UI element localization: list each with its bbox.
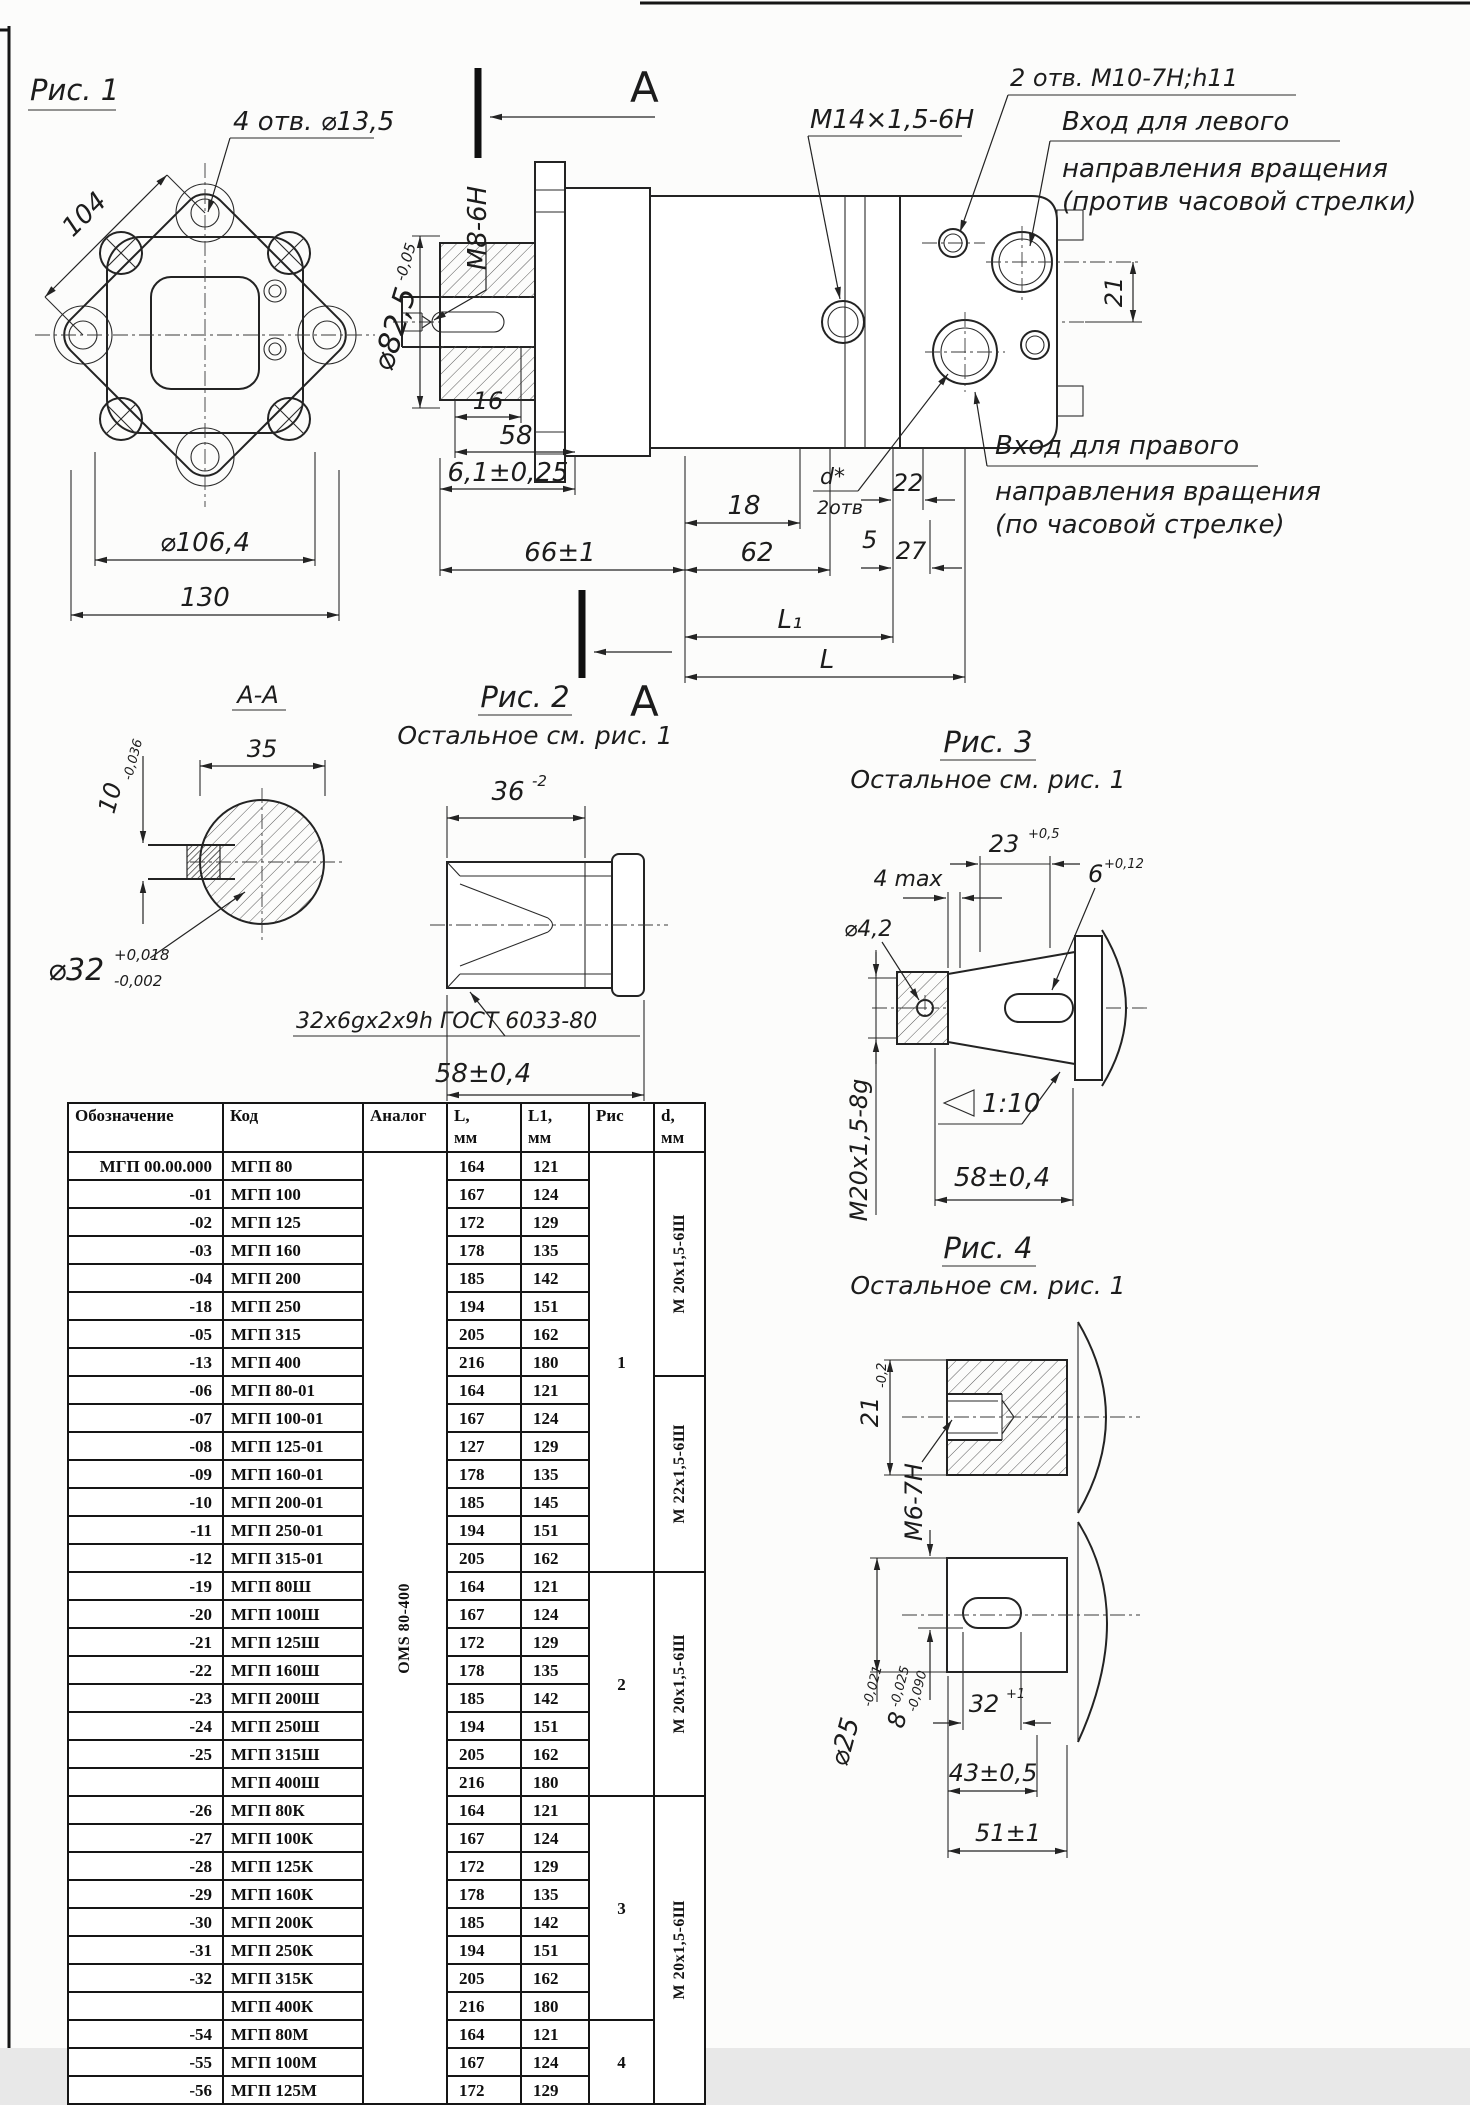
cell-code: МГП 200: [223, 1264, 363, 1292]
cell-L: 164: [447, 1376, 521, 1404]
dim-L1: L₁: [777, 605, 803, 635]
cell-L1: 151: [521, 1516, 589, 1544]
dim-35: 35: [246, 735, 278, 763]
cell-L: 185: [447, 1488, 521, 1516]
fig1-side-view: [365, 63, 1417, 726]
cell-code: МГП 100-01: [223, 1404, 363, 1432]
cell-L1: 142: [521, 1684, 589, 1712]
cell-L: 172: [447, 2076, 521, 2104]
cell-code: МГП 80-01: [223, 1376, 363, 1404]
cell-L: 194: [447, 1516, 521, 1544]
cell-L: 172: [447, 1208, 521, 1236]
dim-21b-tol: -0,2: [875, 1362, 890, 1388]
cell-L: 178: [447, 1236, 521, 1264]
thread-m20: М20х1,5-8g: [845, 1078, 873, 1222]
dim-L: L: [819, 645, 835, 675]
dim-4-holes: 4 отв. ⌀13,5: [233, 107, 395, 137]
cell-L: 167: [447, 1824, 521, 1852]
col-header-4: L1, мм: [521, 1103, 589, 1152]
col-header-5: Рис: [589, 1103, 654, 1152]
cell-L: 216: [447, 1348, 521, 1376]
cell-L1: 180: [521, 1768, 589, 1796]
cell-L1: 180: [521, 1348, 589, 1376]
cell-designation: -29: [68, 1880, 223, 1908]
dim-d32-sub: -0,002: [114, 972, 163, 990]
dim-61: 6,1±0,25: [447, 458, 569, 488]
cell-designation: -25: [68, 1740, 223, 1768]
cell-fig: 2: [589, 1572, 654, 1796]
cell-code: МГП 160К: [223, 1880, 363, 1908]
cell-code: МГП 315Ш: [223, 1740, 363, 1768]
dim-21: 21: [1100, 276, 1128, 308]
cell-L: 164: [447, 1572, 521, 1600]
cell-code: МГП 100Ш: [223, 1600, 363, 1628]
cell-code: МГП 250-01: [223, 1516, 363, 1544]
dim-18: 18: [727, 491, 761, 521]
cell-L1: 129: [521, 1432, 589, 1460]
cell-L1: 135: [521, 1460, 589, 1488]
cell-code: МГП 315: [223, 1320, 363, 1348]
dim-d82-tol: -0,05: [391, 240, 420, 284]
fig3-title: Рис. 3: [943, 725, 1033, 759]
col-header-1: Код: [223, 1103, 363, 1152]
svg-text:Вход для левого: Вход для левого: [1062, 107, 1290, 137]
cell-L1: 129: [521, 1208, 589, 1236]
spec-table: [67, 1102, 704, 2105]
dim-43: 43±0,5: [948, 1759, 1038, 1787]
cell-designation: -10: [68, 1488, 223, 1516]
cell-designation: -09: [68, 1460, 223, 1488]
section-mark-bottom: [582, 590, 672, 726]
cell-code: МГП 160Ш: [223, 1656, 363, 1684]
cell-fig: 1: [589, 1152, 654, 1572]
fig2-title: Рис. 2: [480, 680, 570, 714]
dim-6: 6: [1088, 860, 1104, 888]
dim-dstar-n: 2отв: [817, 497, 863, 519]
dim-58: 58: [499, 421, 533, 451]
cell-d: М 20х1,5-6Ш: [654, 1796, 705, 2104]
cell-L: 185: [447, 1684, 521, 1712]
dim-21b: 21: [856, 1396, 884, 1428]
cell-designation: [68, 1992, 223, 2020]
dim-66: 66±1: [524, 538, 596, 568]
cell-L1: 162: [521, 1544, 589, 1572]
cell-code: МГП 80М: [223, 2020, 363, 2048]
cell-code: МГП 160-01: [223, 1460, 363, 1488]
cell-designation: -21: [68, 1628, 223, 1656]
dim-d82: ⌀82,5: [365, 283, 425, 375]
cell-designation: -26: [68, 1796, 223, 1824]
taper-icon: [944, 1090, 974, 1116]
fig1-front-view: [28, 73, 394, 621]
cell-code: МГП 80Ш: [223, 1572, 363, 1600]
cell-L: 164: [447, 1152, 521, 1180]
cell-L1: 121: [521, 1152, 589, 1180]
taper-ratio: 1:10: [982, 1089, 1041, 1119]
cell-designation: -12: [68, 1544, 223, 1572]
dim-d42: ⌀4,2: [844, 917, 893, 942]
cell-L: 216: [447, 1992, 521, 2020]
fig1-title: Рис. 1: [30, 73, 120, 107]
section-mark-top: [478, 63, 659, 158]
cell-designation: -07: [68, 1404, 223, 1432]
dim-62: 62: [740, 538, 774, 568]
table-row: [68, 1152, 705, 1180]
dim-58-04b: 58±0,4: [953, 1163, 1051, 1193]
cell-designation: -05: [68, 1320, 223, 1348]
cell-L: 167: [447, 1180, 521, 1208]
cell-designation: -08: [68, 1432, 223, 1460]
cell-d: М 20х1,5-6Ш: [654, 1572, 705, 1796]
holes-m10-label: 2 отв. М10-7Н;h11: [1010, 64, 1239, 92]
cell-designation: -54: [68, 2020, 223, 2048]
spline-designation: 32х6gх2х9h ГОСТ 6033-80: [296, 1009, 598, 1034]
cell-L: 167: [447, 1600, 521, 1628]
cell-code: МГП 80К: [223, 1796, 363, 1824]
cell-L: 178: [447, 1460, 521, 1488]
dim-4max: 4 max: [873, 867, 943, 892]
left-inlet-note: [1030, 107, 1416, 246]
section-aa-title: А-А: [237, 681, 279, 709]
cell-d: М 20х1,5-6Ш: [654, 1152, 705, 1376]
cell-L1: 129: [521, 1628, 589, 1656]
dim-10: 10: [92, 779, 128, 817]
cell-code: МГП 200-01: [223, 1488, 363, 1516]
cell-L1: 121: [521, 1376, 589, 1404]
dim-d106: ⌀106,4: [159, 528, 251, 558]
cell-L: 172: [447, 1628, 521, 1656]
dim-d32-sup: +0,018: [114, 946, 170, 964]
cell-L1: 124: [521, 1824, 589, 1852]
cell-code: МГП 400Ш: [223, 1768, 363, 1796]
cell-L: 127: [447, 1432, 521, 1460]
thread-m6: М6-7Н: [900, 1463, 928, 1541]
cell-L: 194: [447, 1712, 521, 1740]
cell-code: МГП 400К: [223, 1992, 363, 2020]
cell-code: МГП 80: [223, 1152, 363, 1180]
port-m14-label: М14×1,5-6Н: [810, 105, 975, 135]
dim-8-sup: -0,025: [887, 1664, 914, 1709]
cell-L: 185: [447, 1264, 521, 1292]
svg-text:Вход для правого: Вход для правого: [995, 431, 1240, 461]
cell-designation: -30: [68, 1908, 223, 1936]
cell-L1: 162: [521, 1964, 589, 1992]
dim-22: 22: [892, 469, 924, 497]
cell-L: 167: [447, 2048, 521, 2076]
cell-L1: 124: [521, 1600, 589, 1628]
cell-L1: 162: [521, 1320, 589, 1348]
cell-L1: 129: [521, 1852, 589, 1880]
fig3-note: Остальное см. рис. 1: [850, 765, 1126, 794]
cell-L: 185: [447, 1908, 521, 1936]
cell-L1: 151: [521, 1936, 589, 1964]
cell-designation: -06: [68, 1376, 223, 1404]
cell-L1: 142: [521, 1908, 589, 1936]
cell-designation: -28: [68, 1852, 223, 1880]
svg-text:направления вращения: направления вращения: [1062, 154, 1388, 184]
cell-designation: -32: [68, 1964, 223, 1992]
dim-16: 16: [472, 387, 504, 415]
cell-code: МГП 400: [223, 1348, 363, 1376]
cell-L1: 129: [521, 2076, 589, 2104]
cell-L: 205: [447, 1320, 521, 1348]
cell-L: 178: [447, 1656, 521, 1684]
cell-code: МГП 200К: [223, 1908, 363, 1936]
dim-8-sub: -0,090: [905, 1669, 931, 1714]
cell-designation: -11: [68, 1516, 223, 1544]
svg-text:(против часовой стрелки): (против часовой стрелки): [1062, 187, 1417, 217]
cell-analog: OMS 80-400: [363, 1152, 447, 2104]
cell-designation: -04: [68, 1264, 223, 1292]
fig3-view: [844, 725, 1148, 1221]
dim-dstar: d*: [820, 465, 845, 490]
cell-L1: 135: [521, 1880, 589, 1908]
dim-d25-tol: -0,021: [860, 1664, 886, 1709]
cell-designation: -22: [68, 1656, 223, 1684]
cell-code: МГП 125М: [223, 2076, 363, 2104]
section-letter-bottom: А: [630, 677, 659, 726]
cell-L: 167: [447, 1404, 521, 1432]
cell-L1: 142: [521, 1264, 589, 1292]
cell-designation: -27: [68, 1824, 223, 1852]
table-header-row: [68, 1103, 705, 1152]
cell-designation: -02: [68, 1208, 223, 1236]
cell-code: МГП 125Ш: [223, 1628, 363, 1656]
col-header-2: Аналог: [363, 1103, 447, 1152]
dim-23: 23: [988, 830, 1020, 858]
col-header-3: L, мм: [447, 1103, 521, 1152]
cell-L1: 121: [521, 1572, 589, 1600]
cell-code: МГП 250: [223, 1292, 363, 1320]
cell-L1: 135: [521, 1236, 589, 1264]
fig2-view: [293, 680, 673, 1101]
cell-L: 164: [447, 1796, 521, 1824]
cell-d: М 22х1,5-6Ш: [654, 1376, 705, 1572]
cell-L: 178: [447, 1880, 521, 1908]
col-header-6: d, мм: [654, 1103, 705, 1152]
cell-designation: [68, 1768, 223, 1796]
cell-L1: 121: [521, 2020, 589, 2048]
section-letter-top: А: [630, 63, 659, 112]
svg-text:направления вращения: направления вращения: [995, 477, 1321, 507]
cell-code: МГП 315К: [223, 1964, 363, 1992]
dim-32: 32: [968, 1690, 1000, 1718]
cell-L: 205: [447, 1544, 521, 1572]
dim-10-tol: -0,036: [120, 737, 147, 782]
cell-fig: 3: [589, 1796, 654, 2020]
cell-designation: -19: [68, 1572, 223, 1600]
dim-8: 8: [881, 1708, 913, 1731]
cell-designation: -23: [68, 1684, 223, 1712]
cell-designation: -13: [68, 1348, 223, 1376]
cell-L: 172: [447, 1852, 521, 1880]
dim-6-sup: +0,12: [1104, 857, 1144, 872]
section-aa-view: [48, 681, 345, 990]
cell-code: МГП 250К: [223, 1936, 363, 1964]
cell-code: МГП 100М: [223, 2048, 363, 2076]
cell-fig: 4: [589, 2020, 654, 2104]
cell-code: МГП 200Ш: [223, 1684, 363, 1712]
cell-code: МГП 160: [223, 1236, 363, 1264]
dim-36: 36: [491, 777, 525, 807]
dim-51: 51±1: [975, 1819, 1041, 1847]
dim-36-sup: -2: [532, 772, 547, 790]
cell-L1: 162: [521, 1740, 589, 1768]
cell-L1: 124: [521, 1180, 589, 1208]
cell-code: МГП 125: [223, 1208, 363, 1236]
col-header-0: Обозначение: [68, 1103, 223, 1152]
cell-code: МГП 125К: [223, 1852, 363, 1880]
dim-27: 27: [895, 537, 927, 565]
dim-58-04: 58±0,4: [434, 1059, 532, 1089]
dim-d25: ⌀25: [824, 1714, 867, 1770]
cell-L: 205: [447, 1964, 521, 1992]
cell-L: 194: [447, 1292, 521, 1320]
cell-L1: 124: [521, 2048, 589, 2076]
cell-designation: -03: [68, 1236, 223, 1264]
cell-code: МГП 125-01: [223, 1432, 363, 1460]
fig2-note: Остальное см. рис. 1: [397, 721, 673, 750]
cell-L: 216: [447, 1768, 521, 1796]
cell-L1: 180: [521, 1992, 589, 2020]
cell-code: МГП 100: [223, 1180, 363, 1208]
cell-designation: МГП 00.00.000: [68, 1152, 223, 1180]
cell-L1: 121: [521, 1796, 589, 1824]
dim-5: 5: [862, 526, 878, 554]
cell-L: 205: [447, 1740, 521, 1768]
cell-L: 164: [447, 2020, 521, 2048]
svg-text:(по часовой стрелке): (по часовой стрелке): [995, 510, 1285, 540]
dim-d32: ⌀32: [48, 953, 105, 988]
thread-m8: М8-6Н: [463, 185, 493, 271]
fig4-title: Рис. 4: [943, 1231, 1033, 1265]
dim-130: 130: [180, 583, 230, 613]
cell-designation: -24: [68, 1712, 223, 1740]
cell-designation: -20: [68, 1600, 223, 1628]
cell-code: МГП 100К: [223, 1824, 363, 1852]
cell-L1: 124: [521, 1404, 589, 1432]
dim-104: 104: [56, 186, 113, 243]
cell-designation: -55: [68, 2048, 223, 2076]
cell-code: МГП 250Ш: [223, 1712, 363, 1740]
cell-designation: -56: [68, 2076, 223, 2104]
dim-23-sup: +0,5: [1028, 827, 1060, 842]
cell-L1: 151: [521, 1292, 589, 1320]
cell-designation: -31: [68, 1936, 223, 1964]
cell-designation: -01: [68, 1180, 223, 1208]
cell-designation: -18: [68, 1292, 223, 1320]
cell-code: МГП 315-01: [223, 1544, 363, 1572]
cell-L: 194: [447, 1936, 521, 1964]
cell-L1: 145: [521, 1488, 589, 1516]
cell-L1: 135: [521, 1656, 589, 1684]
dim-32-sup: +1: [1006, 1687, 1026, 1702]
fig4-note: Остальное см. рис. 1: [850, 1271, 1126, 1300]
fig4-view: [824, 1231, 1140, 1858]
cell-L1: 151: [521, 1712, 589, 1740]
